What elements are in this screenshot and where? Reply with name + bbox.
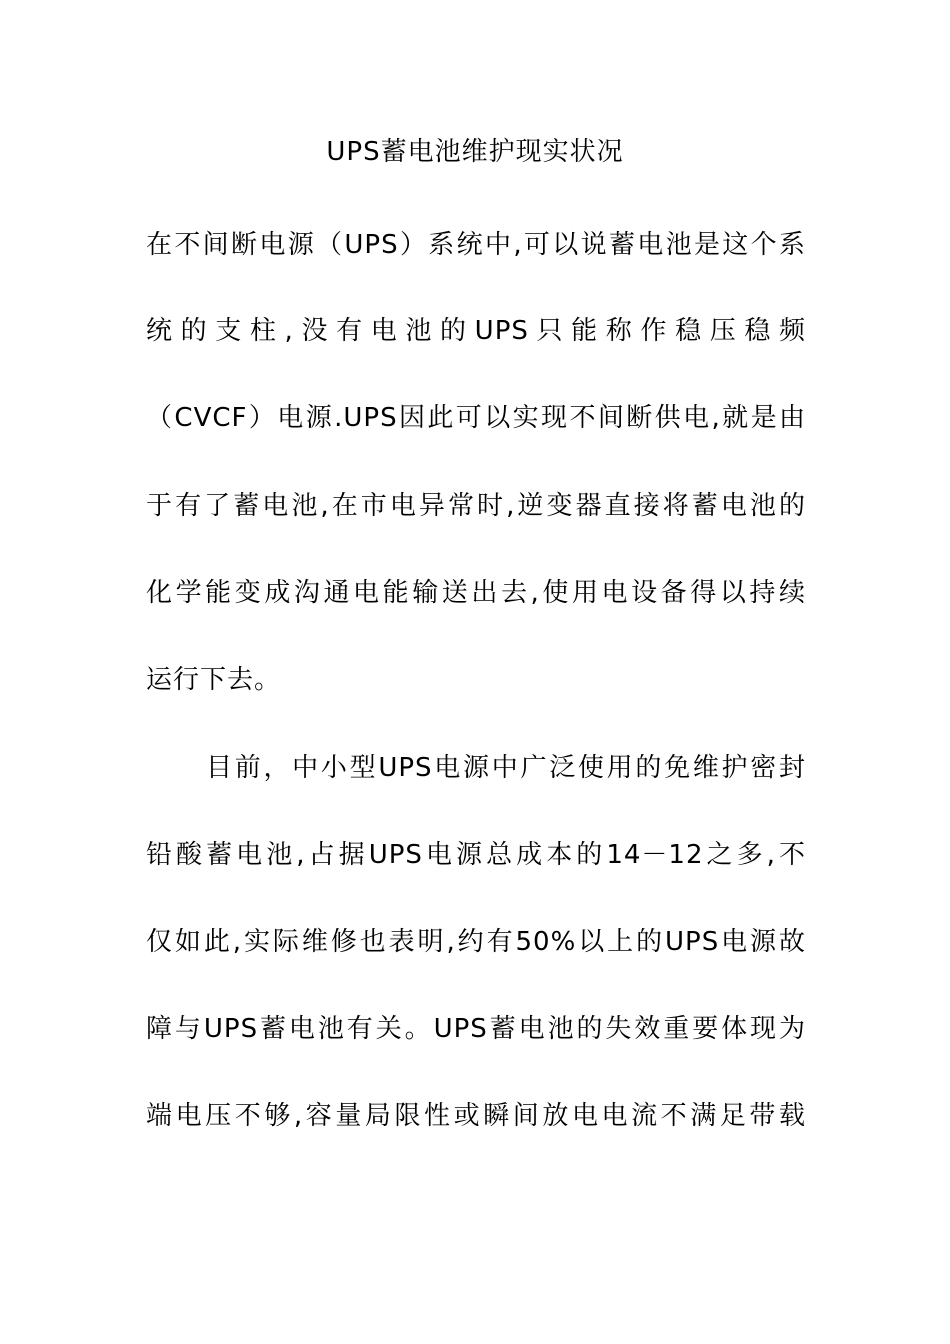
paragraph-line: 化学能变成沟通电能输送出去,使用电设备得以持续 [146,578,806,608]
paragraph-line: 统的支柱,没有电池的UPS只能称作稳压稳频 [146,316,806,346]
paragraph-line: 于有了蓄电池,在市电异常时,逆变器直接将蓄电池的 [146,491,806,521]
paragraph-line: 在不间断电源（UPS）系统中,可以说蓄电池是这个系 [146,230,806,260]
paragraph-line: 仅如此,实际维修也表明,约有50%以上的UPS电源故 [146,927,806,957]
paragraph-line: 目前，中小型UPS电源中广泛使用的免维护密封 [206,753,806,783]
document-title: UPS蓄电池维护现实状况 [326,137,624,167]
paragraph-line: 运行下去。 [146,665,282,695]
paragraph-line: 障与UPS蓄电池有关。UPS蓄电池的失效重要体现为 [146,1014,806,1044]
paragraph-line: 端电压不够,容量局限性或瞬间放电电流不满足带载 [146,1101,806,1131]
paragraph-line: （CVCF）电源.UPS因此可以实现不间断供电,就是由 [146,403,806,433]
paragraph-line: 铅酸蓄电池,占据UPS电源总成本的14－12之多,不 [146,840,806,870]
